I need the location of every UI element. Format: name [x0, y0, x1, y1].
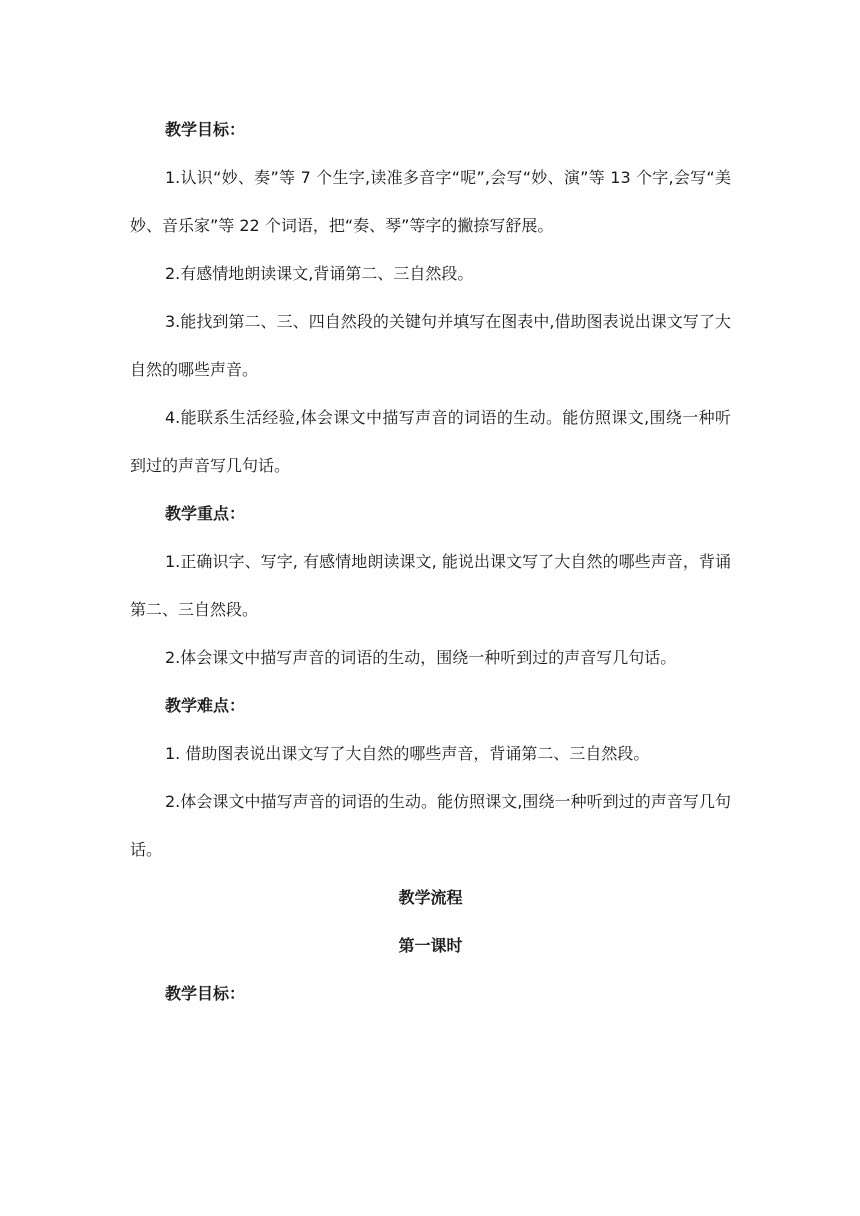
key-point-item-1: 1.正确识字、写字, 有感情地朗读课文, 能说出课文写了大自然的哪些声音，背诵第二、三自然段。: [130, 552, 731, 619]
difficulty-item-1: 1. 借助图表说出课文写了大自然的哪些声音，背诵第二、三自然段。: [165, 744, 650, 763]
objective-item-1: 1.认识“妙、奏”等 7 个生字,读准多音字“呢”,会写“妙、演”等 13 个字,会写“美妙、音乐家”等 22 个词语，把“奏、琴”等字的撇捺写舒展。: [130, 168, 731, 235]
key-point-item-2: 2.体会课文中描写声音的词语的生动，围绕一种听到过的声音写几句话。: [165, 648, 677, 667]
document-page: [130, 106, 731, 1018]
objective-item-3: 3.能找到第二、三、四自然段的关键句并填写在图表中,借助图表说出课文写了大自然的哪些声音。: [130, 312, 731, 379]
key-points-heading: 教学重点：: [165, 504, 246, 523]
lesson-objectives-heading: 教学目标：: [165, 984, 246, 1003]
difficulty-item-2: 2.体会课文中描写声音的词语的生动。能仿照课文,围绕一种听到过的声音写几句话。: [130, 792, 731, 859]
objective-item-4: 4.能联系生活经验,体会课文中描写声音的词语的生动。能仿照课文,围绕一种听到过的声音写几句话。: [130, 408, 731, 475]
objective-item-2: 2.有感情地朗读课文,背诵第二、三自然段。: [165, 264, 474, 283]
lesson-title: 第一课时: [398, 936, 463, 955]
process-title: 教学流程: [398, 888, 463, 907]
objectives-heading: 教学目标：: [165, 120, 246, 139]
difficulties-heading: 教学难点：: [165, 696, 246, 715]
